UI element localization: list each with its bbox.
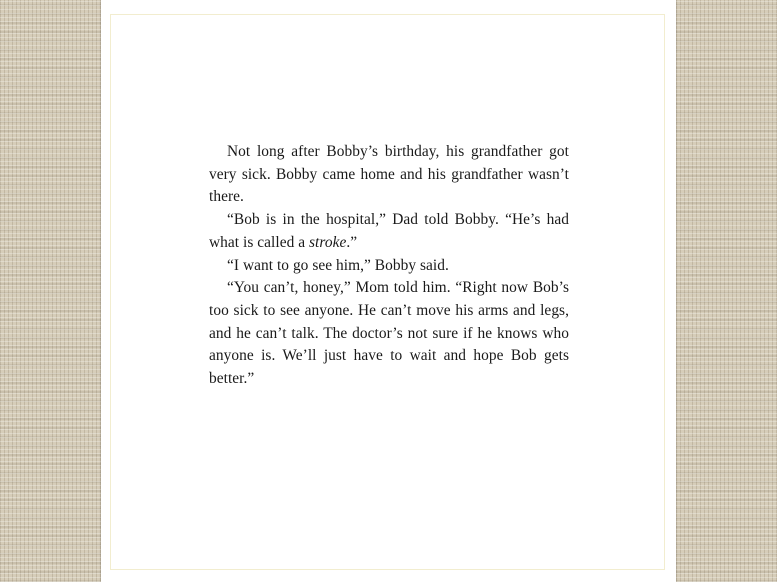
story-text bbox=[209, 141, 569, 391]
paragraph bbox=[209, 141, 569, 209]
paragraph-text-before: “Bob is in the hospital,” Dad told Bobby. “He’s had what is called a bbox=[209, 211, 569, 251]
paragraph bbox=[209, 277, 569, 391]
paragraph bbox=[209, 209, 569, 254]
paragraph-text-after: .” bbox=[346, 233, 358, 251]
paragraph-text: “I want to go see him,” Bobby said. bbox=[227, 256, 449, 274]
paragraph-text: Not long after Bobby’s birthday, his grandfather got very sick. Bobby came home and his grandfather wasn’t there. bbox=[209, 143, 569, 206]
book-page bbox=[101, 0, 676, 582]
italic-word: stroke bbox=[309, 233, 347, 251]
paragraph-text: “You can’t, honey,” Mom told him. “Right now Bob’s too sick to see anyone. He can’t move his arms and legs, and he can’t talk. The doctor’s not sure if he knows who anyone is. We’ll just have to wait and hope Bob gets better.” bbox=[209, 279, 569, 388]
paragraph bbox=[209, 255, 569, 278]
